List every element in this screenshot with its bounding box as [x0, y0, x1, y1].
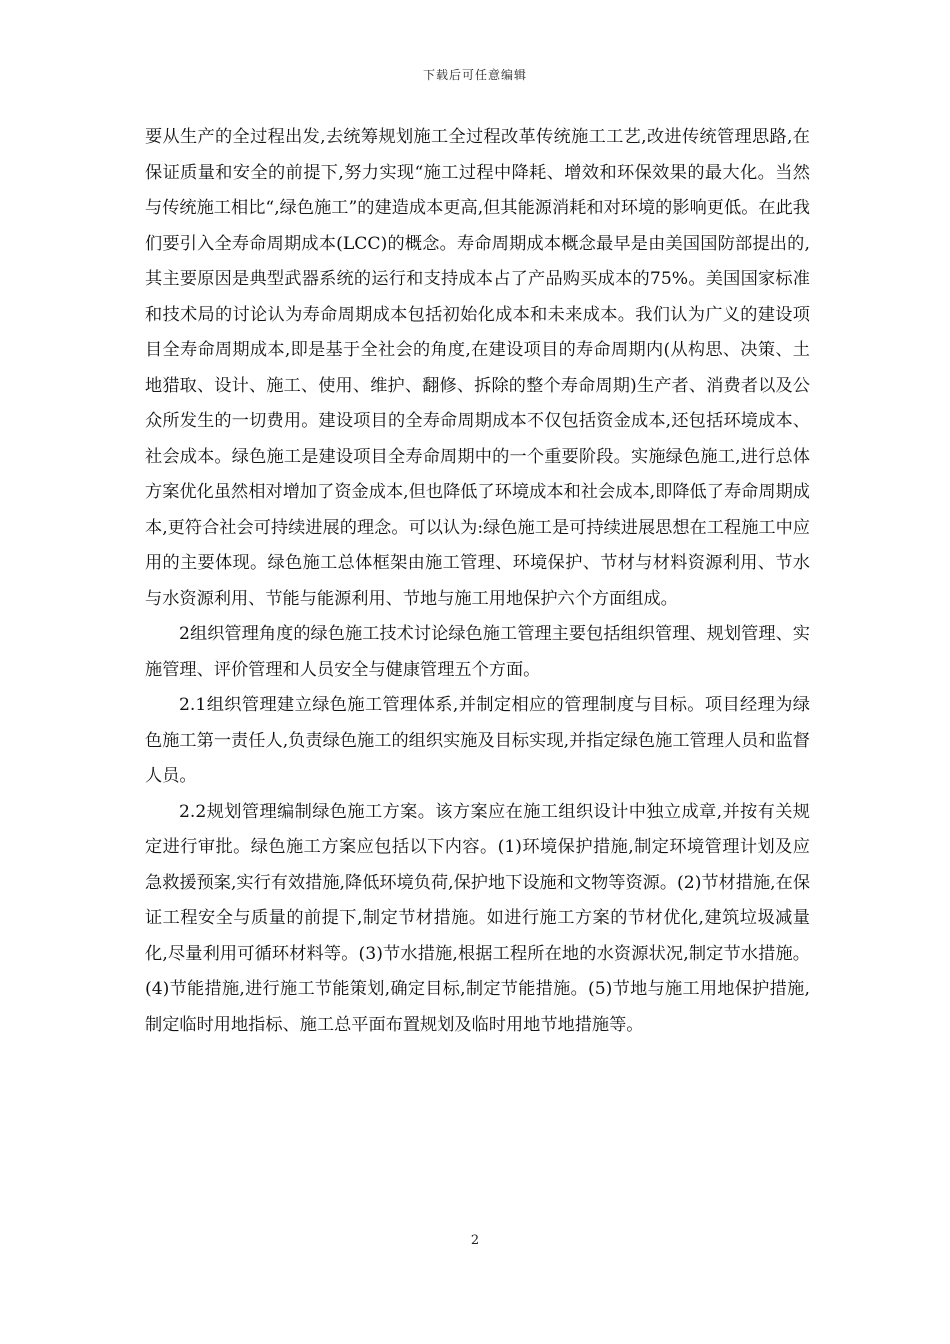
page-number: 2 [470, 1233, 480, 1248]
paragraph-section-2-2: 2.2规划管理编制绿色施工方案。该方案应在施工组织设计中独立成章,并按有关规定进行审批。绿色施工方案应包括以下内容。(1)环境保护措施,制定环境管理计划及应急救援预案,实行有效措施,降低环境负荷,保护地下设施和文物等资源。(2)节材措施,在保证工程安全与质量的前提下,制定节材措施。如进行施工方案的节材优化,建筑垃圾减量化,尽量利用可循环材料等。(3)节水措施,根据工程所在地的水资源状况,制定节水措施。(4)节能措施,进行施工节能策划,确定目标,制定节能措施。(5)节地与施工用地保护措施,制定临时用地指标、施工总平面布置规划及临时用地节地措施等。 [145, 801, 811, 1035]
body-text [145, 120, 810, 1043]
paragraph-section-2: 2组织管理角度的绿色施工技术讨论绿色施工管理主要包括组织管理、规划管理、实施管理、评价管理和人员安全与健康管理五个方面。 [145, 624, 810, 680]
paragraph-continued: 要从生产的全过程出发,去统筹规划施工全过程改革传统施工工艺,改进传统管理思路,在保证质量和安全的前提下,努力实现“施工过程中降耗、增效和环保效果的最大化。当然与传统施工相比“,绿色施工”的建造成本更高,但其能源消耗和对环境的影响更低。在此我们要引入全寿命周期成本(LCC)的概念。寿命周期成本概念最早是由美国国防部提出的,其主要原因是典型武器系统的运行和支持成本占了产品购买成本的75%。美国国家标准和技术局的讨论认为寿命周期成本包括初始化成本和未来成本。我们认为广义的建设项目全寿命周期成本,即是基于全社会的角度,在建设项目的寿命周期内(从构思、决策、土地猎取、设计、施工、使用、维护、翻修、拆除的整个寿命周期)生产者、消费者以及公众所发生的一切费用。建设项目的全寿命周期成本不仅包括资金成本,还包括环境成本、社会成本。绿色施工是建设项目全寿命周期中的一个重要阶段。实施绿色施工,进行总体方案优化虽然相对增加了资金成本,但也降低了环境成本和社会成本,即降低了寿命周期成本,更符合社会可持续进展的理念。可以认为:绿色施工是可持续进展思想在工程施工中应用的主要体现。绿色施工总体框架由施工管理、环境保护、节材与材料资源利用、节水与水资源利用、节能与能源利用、节地与施工用地保护六个方面组成。 [145, 127, 810, 609]
page-header: 下载后可任意编辑 [422, 68, 527, 82]
paragraph-section-2-1: 2.1组织管理建立绿色施工管理体系,并制定相应的管理制度与目标。项目经理为绿色施工第一责任人,负责绿色施工的组织实施及目标实现,并指定绿色施工管理人员和监督人员。 [145, 695, 810, 786]
